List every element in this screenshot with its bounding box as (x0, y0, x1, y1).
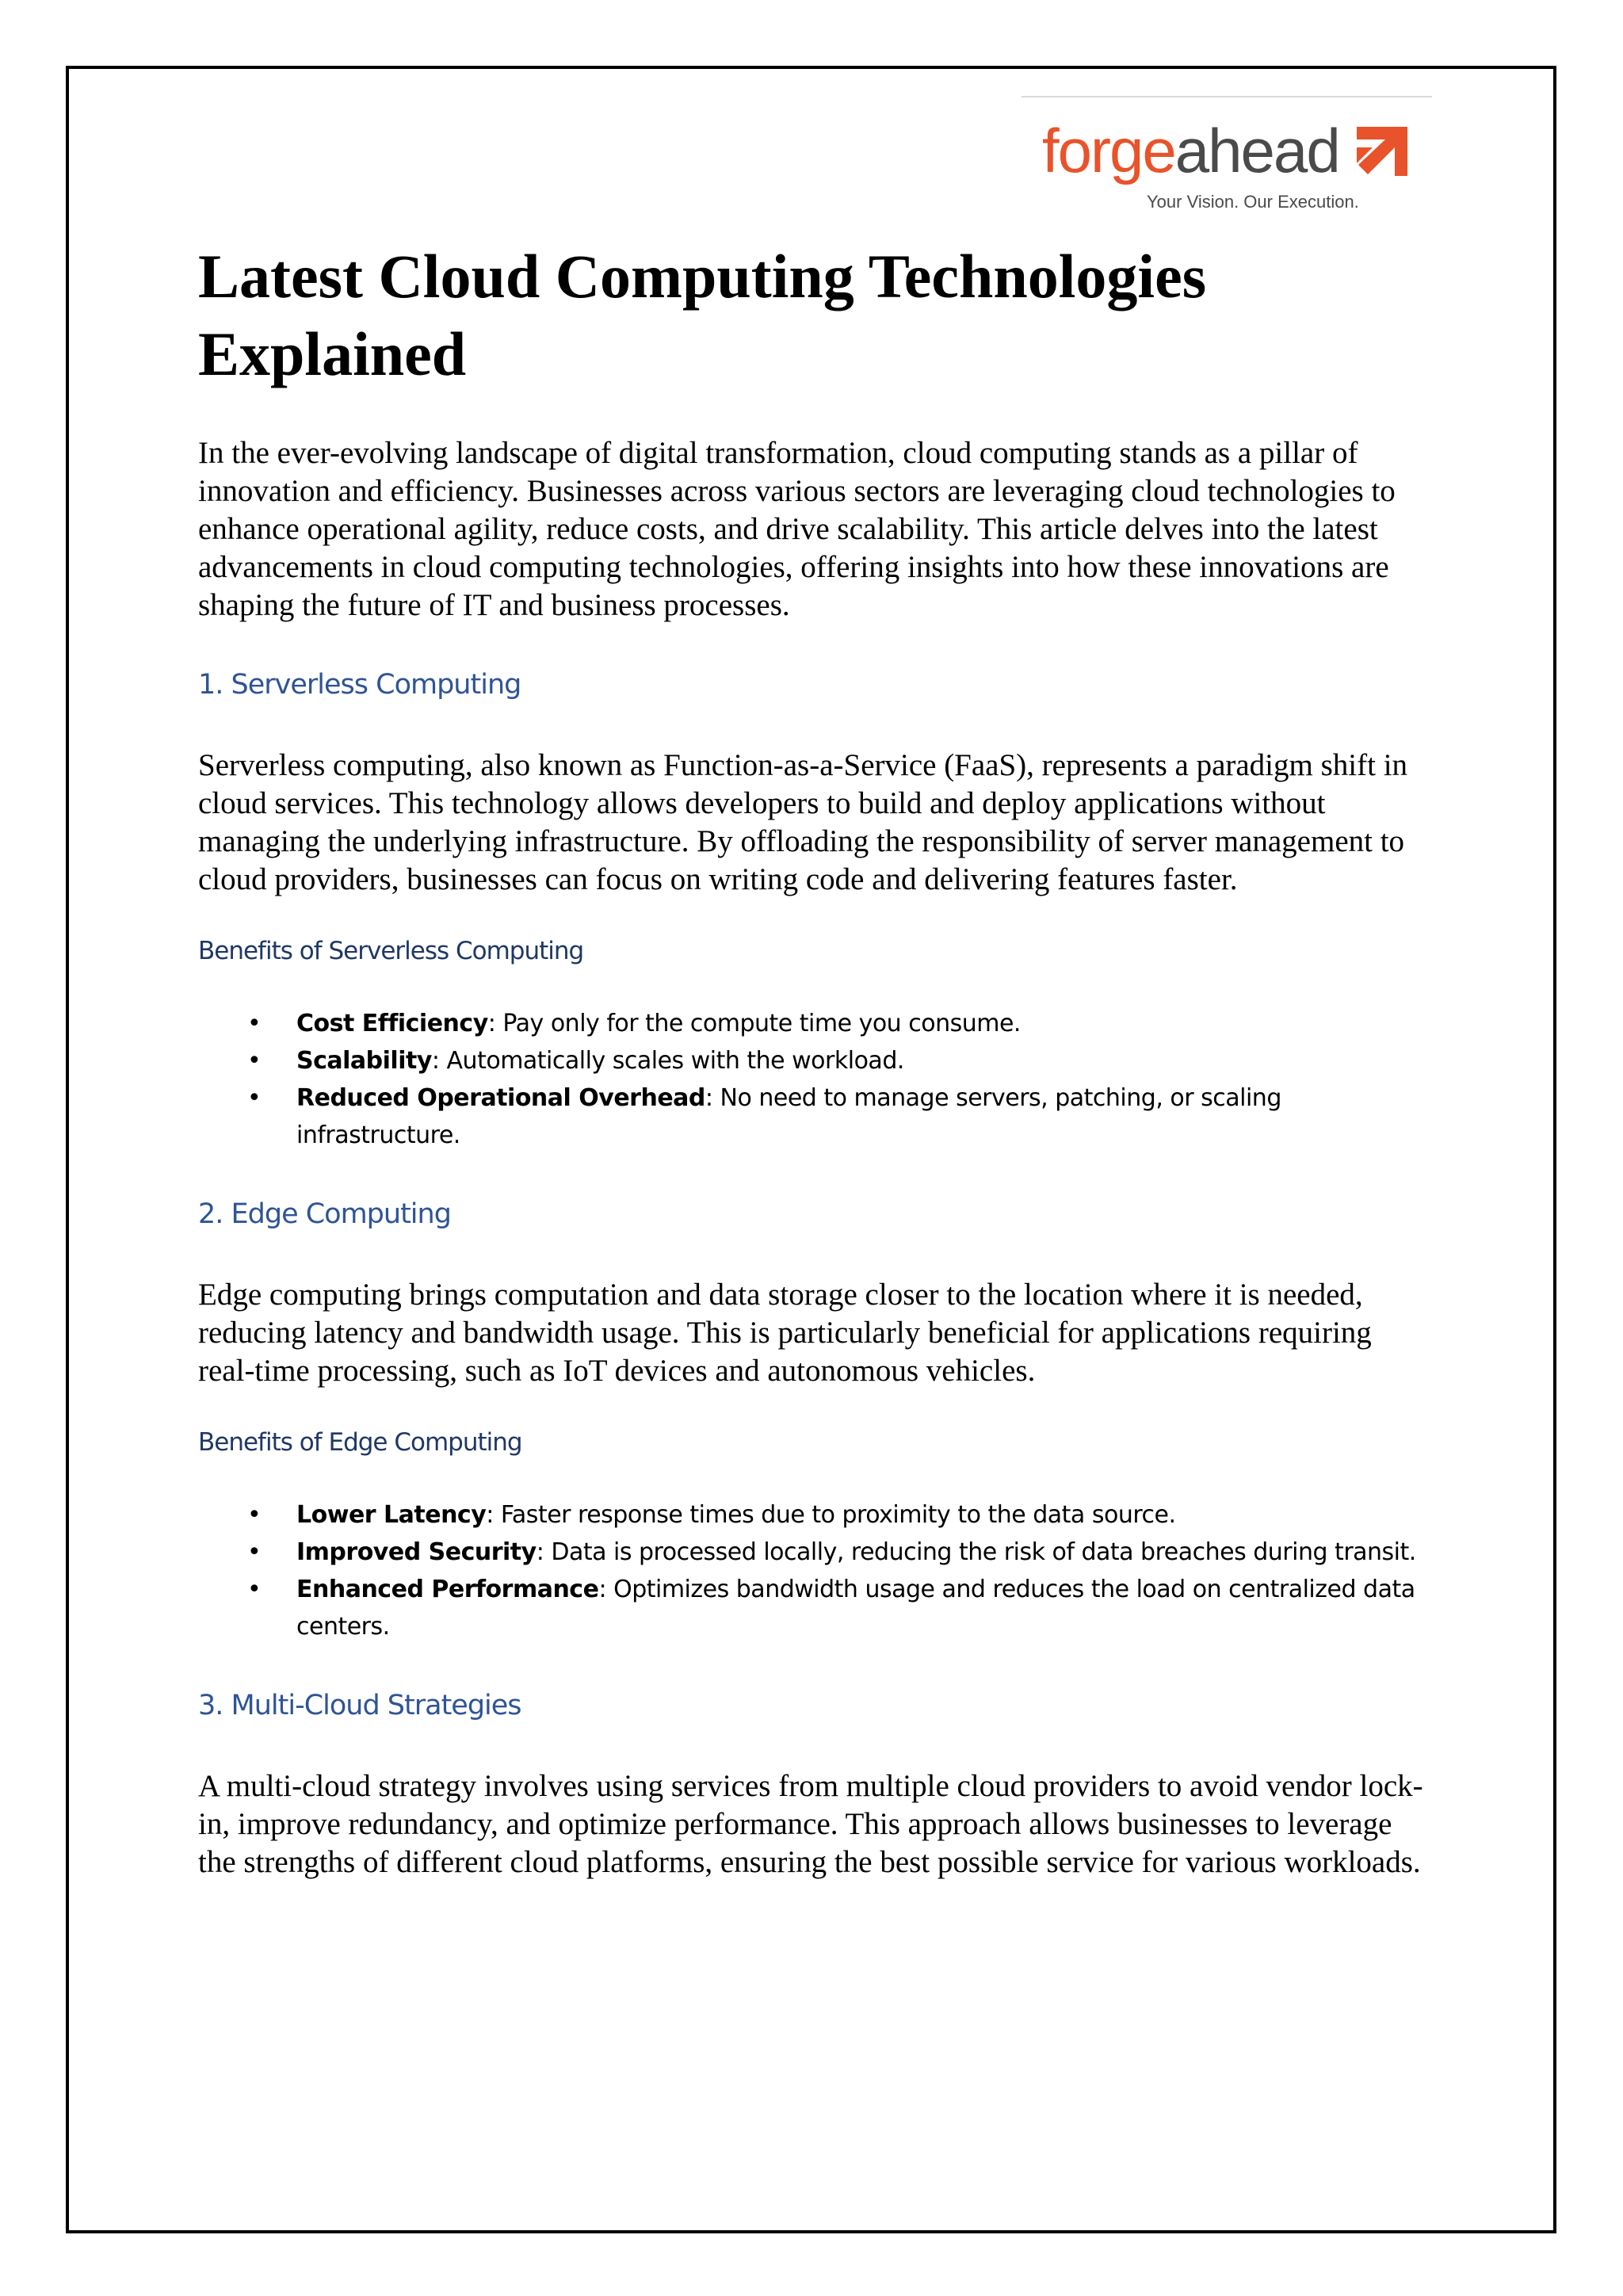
section-paragraph: Edge computing brings computation and data storage closer to the location where it is needed, reducing latency and bandwidth usage. This is particularly beneficial for applications requiring real-time processing, such as IoT devices and autonomous vehicles. (198, 1278, 1372, 1388)
bullet-icon: • (247, 1538, 262, 1566)
logo-wordmark (1042, 116, 1339, 185)
logo-word-forge: forge (1042, 116, 1175, 185)
benefit-term: Lower Latency (296, 1501, 487, 1529)
bullet-icon: • (247, 1047, 262, 1075)
document-body (198, 238, 1434, 1881)
section-edge (198, 1198, 1434, 1645)
header-rule (1022, 96, 1432, 97)
list-item (198, 1005, 1434, 1042)
benefit-text: : Data is processed locally, reducing the risk of data breaches during transit. (536, 1538, 1416, 1566)
chevron-arrow-icon (1357, 127, 1407, 176)
bullet-icon: • (247, 1576, 262, 1603)
section-heading: 2. Edge Computing (198, 1198, 451, 1230)
section-serverless (198, 669, 1434, 1154)
benefit-term: Improved Security (296, 1538, 537, 1566)
section-paragraph: Serverless computing, also known as Function-as-a-Service (FaaS), represents a paradigm shift in cloud services. This technology allows developers to build and deploy applications without managing the underlying infrastructure. By offloading the responsibility of server management to cloud providers, businesses can focus on writing code and delivering features faster. (198, 748, 1408, 896)
benefit-term: Enhanced Performance (296, 1576, 599, 1603)
benefit-text: : Automatically scales with the workload. (431, 1047, 904, 1075)
bullet-icon: • (247, 1010, 262, 1037)
section-paragraph: A multi-cloud strategy involves using services from multiple cloud providers to avoid vendor lock-in, improve redundancy, and optimize performance. This approach allows businesses to leverage the strengths of different cloud platforms, ensuring the best possible service for various workloads. (198, 1769, 1423, 1879)
list-item (198, 1571, 1434, 1645)
benefit-term: Scalability (296, 1047, 432, 1075)
logo-word-ahead: ahead (1174, 116, 1339, 185)
benefits-list (198, 1496, 1434, 1645)
section-heading: 1. Serverless Computing (198, 669, 521, 701)
page-title: Latest Cloud Computing Technologies Explained (198, 242, 1207, 388)
benefit-text: : Faster response times due to proximity to the data source. (486, 1501, 1176, 1529)
list-item (198, 1496, 1434, 1534)
benefit-text: : No need to manage servers, patching, or scaling infrastructure. (296, 1084, 1281, 1149)
benefits-heading: Benefits of Edge Computing (198, 1428, 522, 1457)
section-multicloud (198, 1690, 1434, 1881)
forgeahead-logo (1042, 116, 1415, 214)
bullet-icon: • (247, 1501, 262, 1529)
benefits-heading: Benefits of Serverless Computing (198, 937, 584, 965)
benefit-text: : Optimizes bandwidth usage and reduces the load on centralized data centers. (296, 1576, 1415, 1641)
logo-tagline: Your Vision. Our Execution. (1147, 192, 1359, 212)
benefit-text: : Pay only for the compute time you consume. (487, 1010, 1021, 1037)
list-item (198, 1079, 1434, 1154)
bullet-icon: • (247, 1084, 262, 1112)
benefits-list (198, 1005, 1434, 1154)
list-item (198, 1042, 1434, 1079)
benefit-term: Cost Efficiency (296, 1010, 488, 1037)
benefit-term: Reduced Operational Overhead (296, 1084, 705, 1112)
intro-paragraph: In the ever-evolving landscape of digital transformation, cloud computing stands as a pillar of innovation and efficiency. Businesses across various sectors are leveraging cloud technologies to enhance operational agility, reduce costs, and drive scalability. This article delves into the latest advancements in cloud computing technologies, offering insights into how these innovations are shaping the future of IT and business processes. (198, 436, 1396, 622)
list-item (198, 1534, 1434, 1571)
section-heading: 3. Multi-Cloud Strategies (198, 1690, 521, 1721)
